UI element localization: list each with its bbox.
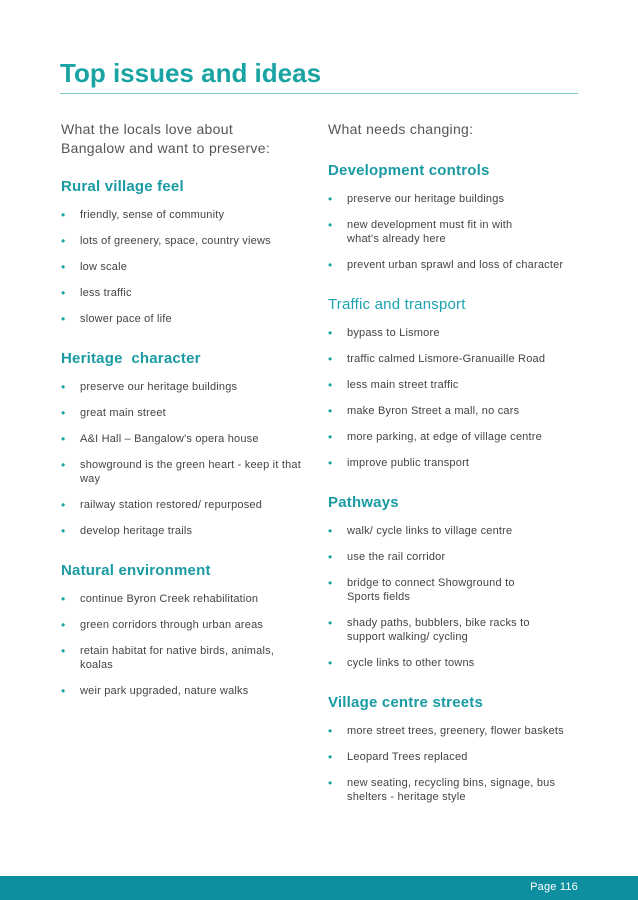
list-item: • develop heritage trails (61, 524, 193, 538)
bullet-icon: • (328, 776, 333, 790)
list-item: • use the rail corridor (328, 550, 446, 564)
bullet-list (328, 192, 584, 272)
bullet-icon: • (61, 684, 66, 698)
list-item: • showground is the green heart - keep it that way (61, 458, 301, 485)
list-item: • low scale (61, 260, 128, 274)
list-item: • less traffic (61, 286, 132, 300)
bullet-icon: • (328, 724, 333, 738)
list-item: • make Byron Street a mall, no cars (328, 404, 520, 418)
bullet-icon: • (328, 430, 333, 444)
list-item: • lots of greenery, space, country views (61, 234, 271, 248)
bullet-icon: • (61, 312, 66, 326)
list-item: • traffic calmed Lismore-Granuaille Road (328, 352, 546, 366)
section-title: Rural village feel (61, 178, 184, 195)
bullet-icon: • (61, 524, 66, 538)
bullet-icon: • (328, 616, 333, 630)
list-item: • friendly, sense of community (61, 208, 225, 222)
section-title: Development controls (328, 162, 490, 179)
bullet-icon: • (61, 286, 66, 300)
bullet-icon: • (328, 352, 333, 366)
bullet-icon: • (328, 656, 333, 670)
list-item: • great main street (61, 406, 166, 420)
section-title: Natural environment (61, 562, 211, 579)
list-item: • slower pace of life (61, 312, 172, 326)
list-item: • green corridors through urban areas (61, 618, 264, 632)
bullet-icon: • (328, 378, 333, 392)
list-item: • preserve our heritage buildings (328, 192, 505, 206)
bullet-icon: • (328, 258, 333, 272)
bullet-icon: • (61, 618, 66, 632)
page-footer (0, 876, 638, 900)
bullet-icon: • (61, 234, 66, 248)
bullet-icon: • (328, 550, 333, 564)
list-item: • A&I Hall – Bangalow's opera house (61, 432, 259, 446)
list-item: • Leopard Trees replaced (328, 750, 468, 764)
section-title: Village centre streets (328, 694, 484, 711)
section-pathways (328, 494, 584, 670)
bullet-icon: • (61, 432, 66, 446)
list-item: • less main street traffic (328, 378, 459, 392)
list-item: • prevent urban sprawl and loss of character (328, 258, 564, 272)
list-item: • new seating, recycling bins, signage, bus shelters - heritage style (328, 776, 556, 803)
section-heritage-character (61, 350, 301, 538)
bullet-icon: • (61, 406, 66, 420)
column-changing (328, 120, 584, 828)
bullet-icon: • (328, 524, 333, 538)
section-development-controls (328, 162, 584, 272)
bullet-icon: • (61, 592, 66, 606)
bullet-list (61, 592, 301, 698)
list-item: • walk/ cycle links to village centre (328, 524, 513, 538)
list-item: • more parking, at edge of village centre (328, 430, 542, 444)
list-item: • preserve our heritage buildings (61, 380, 238, 394)
list-item: • continue Byron Creek rehabilitation (61, 592, 259, 606)
title-divider (60, 93, 578, 94)
bullet-list (328, 724, 584, 804)
section-traffic-transport (328, 296, 584, 470)
list-item: • railway station restored/ repurposed (61, 498, 263, 512)
section-title: Heritage character (61, 350, 201, 367)
list-item: • cycle links to other towns (328, 656, 475, 670)
bullet-icon: • (328, 326, 333, 340)
list-item: • new development must fit in with what's already here (328, 218, 513, 245)
list-item: • more street trees, greenery, flower baskets (328, 724, 564, 738)
column-preserve (61, 120, 301, 722)
left-intro: What the locals love about Bangalow and want to preserve: (61, 121, 271, 156)
list-item: • bypass to Lismore (328, 326, 440, 340)
bullet-icon: • (61, 644, 66, 658)
list-item: • weir park upgraded, nature walks (61, 684, 249, 698)
bullet-icon: • (61, 260, 66, 274)
list-item: • retain habitat for native birds, animals, koalas (61, 644, 275, 671)
bullet-icon: • (61, 380, 66, 394)
page-title: Top issues and ideas (60, 58, 322, 88)
bullet-icon: • (328, 218, 333, 232)
bullet-list (328, 326, 584, 470)
section-rural-village-feel (61, 178, 301, 326)
list-item: • improve public transport (328, 456, 470, 470)
bullet-icon: • (328, 750, 333, 764)
right-intro: What needs changing: (328, 121, 474, 137)
bullet-icon: • (328, 576, 333, 590)
bullet-icon: • (61, 208, 66, 222)
bullet-icon: • (328, 404, 333, 418)
bullet-icon: • (328, 192, 333, 206)
bullet-list (61, 208, 301, 326)
section-title: Traffic and transport (328, 296, 466, 313)
page-number: Page 116 (530, 881, 578, 893)
bullet-list (61, 380, 301, 538)
list-item: • shady paths, bubblers, bike racks to support walking/ cycling (328, 616, 530, 643)
bullet-list (328, 524, 584, 670)
bullet-icon: • (61, 458, 66, 472)
section-natural-environment (61, 562, 301, 698)
section-title: Pathways (328, 494, 399, 511)
section-village-centre-streets (328, 694, 584, 804)
bullet-icon: • (61, 498, 66, 512)
bullet-icon: • (328, 456, 333, 470)
list-item: • bridge to connect Showground to Sports fields (328, 576, 515, 603)
